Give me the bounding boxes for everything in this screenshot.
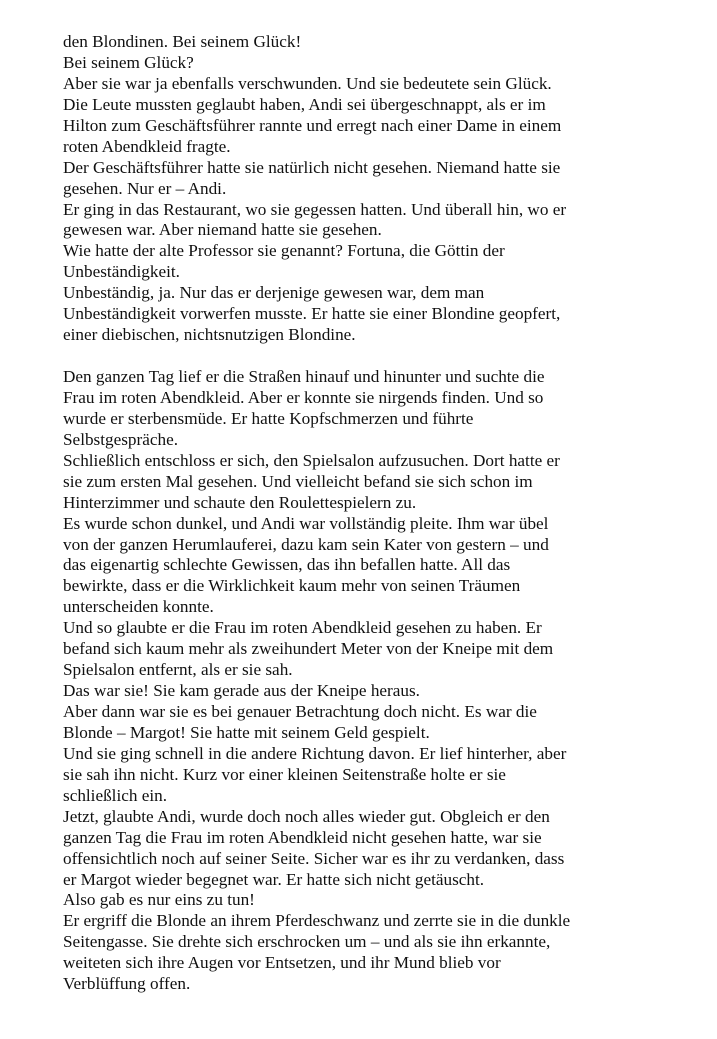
text-line: Blonde – Margot! Sie hatte mit seinem Geld gespielt. [63,722,430,742]
text-line: Schließlich entschloss er sich, den Spielsalon aufzusuchen. Dort hatte er [63,450,560,470]
text-line: offensichtlich noch auf seiner Seite. Sicher war es ihr zu verdanken, dass [63,848,565,868]
text-line: gesehen. Nur er – Andi. [63,178,227,198]
text-line: Unbeständigkeit vorwerfen musste. Er hatte sie einer Blondine geopfert, [63,304,561,324]
text-line: Aber sie war ja ebenfalls verschwunden. Und sie bedeutete sein Glück. [63,73,552,93]
text-line: befand sich kaum mehr als zweihundert Meter von der Kneipe mit dem [63,639,554,659]
text-line: den Blondinen. Bei seinem Glück! [63,32,302,51]
text-line: gewesen war. Aber niemand hatte sie gesehen. [63,220,382,240]
text-line: Unbeständigkeit. [63,262,180,282]
text-line: Den ganzen Tag lief er die Straßen hinauf und hinunter und suchte die [63,367,545,386]
text-line: Selbstgespräche. [63,429,179,449]
text-line: Hinterzimmer und schaute den Roulettespielern zu. [63,492,417,512]
text-line: sie sah ihn nicht. Kurz vor einer kleinen Seitenstraße holte er sie [63,764,506,784]
text-line: Die Leute mussten geglaubt haben, Andi sei übergeschnappt, als er im [63,94,546,114]
text-line: Aber dann war sie es bei genauer Betrachtung doch nicht. Es war die [63,702,537,721]
text-line: von der ganzen Herumlauferei, dazu kam sein Kater von gestern – und [63,534,549,554]
text-line: schließlich ein. [63,785,168,805]
text-line: Das war sie! Sie kam gerade aus der Kneipe heraus. [63,681,420,701]
document-page [63,32,703,995]
text-line: Frau im roten Abendkleid. Aber er konnte sie nirgends finden. Und so [63,387,544,407]
text-line: sie zum ersten Mal gesehen. Und vielleicht befand sie sich schon im [63,471,533,491]
text-line: Es wurde schon dunkel, und Andi war vollständig pleite. Ihm war übel [63,513,549,533]
text-line: er Margot wieder begegnet war. Er hatte sich nicht getäuscht. [63,869,485,889]
text-line: Seitengasse. Sie drehte sich erschrocken um – und als sie ihn erkannte, [63,932,551,952]
text-line: ganzen Tag die Frau im roten Abendkleid nicht gesehen hatte, war sie [63,827,542,847]
text-line: Hilton zum Geschäftsführer rannte und erregt nach einer Dame in einem [63,115,562,135]
text-line: Unbeständig, ja. Nur das er derjenige gewesen war, dem man [63,283,485,303]
text-line: roten Abendkleid fragte. [63,136,231,156]
text-line: Jetzt, glaubte Andi, wurde doch noch alles wieder gut. Obgleich er den [63,806,550,826]
text-line: unterscheiden konnte. [63,597,214,617]
text-block-1 [63,32,703,346]
text-line: das eigenartig schlechte Gewissen, das ihn befallen hatte. All das [63,555,511,575]
text-line: Spielsalon entfernt, als er sie sah. [63,660,293,680]
paragraph-break [63,346,703,367]
text-line: Also gab es nur eins zu tun! [63,890,255,910]
text-line: wurde er sterbensmüde. Er hatte Kopfschmerzen und führte [63,408,474,428]
text-block-2 [63,367,703,995]
text-line: Wie hatte der alte Professor sie genannt? Fortuna, die Göttin der [63,241,505,261]
text-line: weiteten sich ihre Augen vor Entsetzen, und ihr Mund blieb vor [63,953,501,973]
text-line: einer diebischen, nichtsnutzigen Blondine. [63,325,356,345]
text-line: Und sie ging schnell in die andere Richtung davon. Er lief hinterher, aber [63,743,567,763]
text-line: Verblüffung offen. [63,974,191,994]
text-line: Bei seinem Glück? [63,52,194,72]
text-line: Und so glaubte er die Frau im roten Abendkleid gesehen zu haben. Er [63,618,542,638]
text-line: Er ging in das Restaurant, wo sie gegessen hatten. Und überall hin, wo er [63,199,567,219]
text-line: Er ergriff die Blonde an ihrem Pferdeschwanz und zerrte sie in die dunkle [63,911,571,931]
text-line: Der Geschäftsführer hatte sie natürlich nicht gesehen. Niemand hatte sie [63,157,561,177]
text-line: bewirkte, dass er die Wirklichkeit kaum mehr von seinen Träumen [63,576,521,596]
